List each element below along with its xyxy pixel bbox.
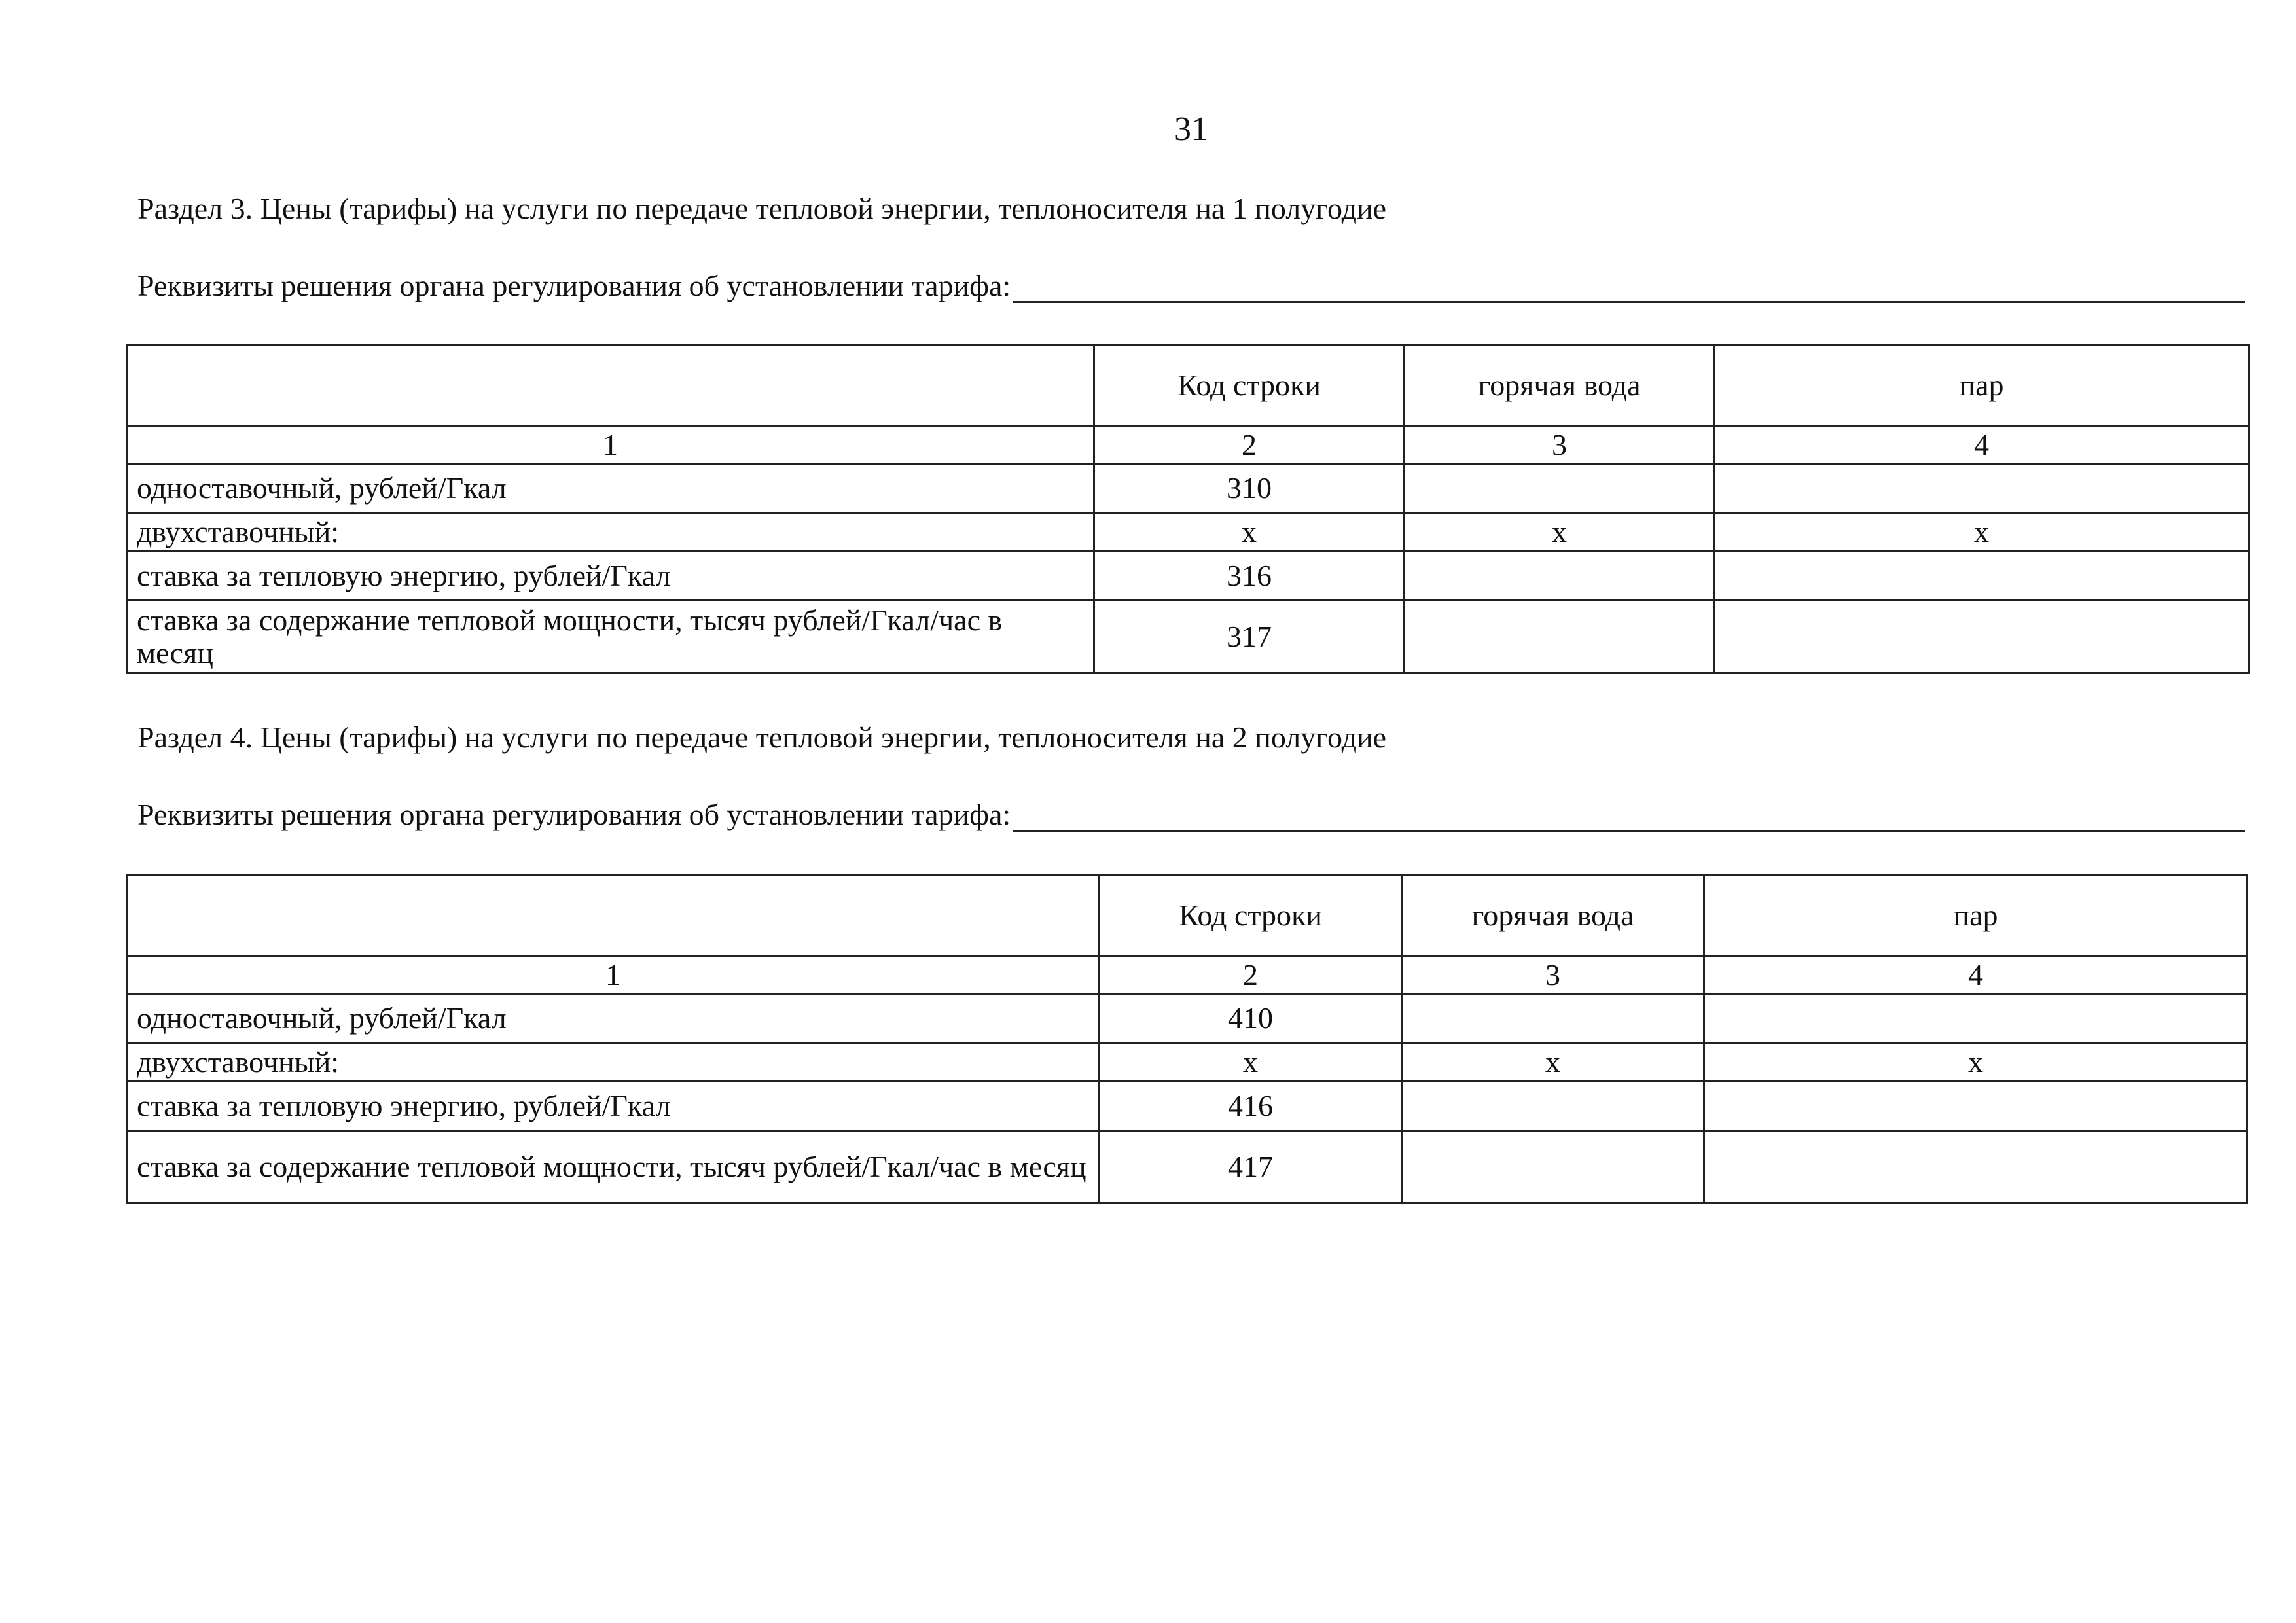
row-label-cell: ставка за тепловую энергию, рублей/Гкал: [127, 1082, 1100, 1131]
column-number-cell: 1: [127, 427, 1094, 464]
table-header-row: [127, 345, 2249, 427]
section-3-title: Раздел 3. Цены (тарифы) на услуги по передаче тепловой энергии, теплоносителя на 1 полугодие: [137, 192, 1387, 225]
column-number-row: [127, 427, 2249, 464]
row-label-cell: двухставочный:: [127, 513, 1094, 552]
column-number-cell: 2: [1094, 427, 1405, 464]
steam-value-cell: [1715, 601, 2249, 673]
hot-water-value-cell: [1402, 1082, 1704, 1131]
row-label-cell: одноставочный, рублей/Гкал: [127, 994, 1100, 1043]
hot-water-value-cell: х: [1405, 513, 1715, 552]
section-4-requisites: [137, 797, 2245, 832]
row-code-cell: 316: [1094, 552, 1405, 601]
section-3-requisites: [137, 268, 2245, 303]
row-code-cell: 317: [1094, 601, 1405, 673]
header-label-cell: [127, 345, 1094, 427]
column-number-cell: 2: [1100, 957, 1402, 994]
table-row: [127, 464, 2249, 513]
table-row: [127, 513, 2249, 552]
table-row: [127, 552, 2249, 601]
requisites-blank-line: [1013, 275, 2245, 303]
header-steam-cell: пар: [1704, 875, 2248, 957]
column-number-cell: 4: [1715, 427, 2249, 464]
header-hot-water-cell: горячая вода: [1405, 345, 1715, 427]
steam-value-cell: [1715, 552, 2249, 601]
row-label-cell: одноставочный, рублей/Гкал: [127, 464, 1094, 513]
requisites-label: Реквизиты решения органа регулирования об установлении тарифа:: [137, 269, 1011, 302]
column-number-cell: 3: [1402, 957, 1704, 994]
column-number-cell: 4: [1704, 957, 2248, 994]
row-code-cell: х: [1100, 1043, 1402, 1082]
table-header-row: [127, 875, 2248, 957]
steam-value-cell: х: [1715, 513, 2249, 552]
row-label-cell: ставка за содержание тепловой мощности, тысяч рублей/Гкал/час в месяц: [127, 601, 1094, 673]
hot-water-value-cell: х: [1402, 1043, 1704, 1082]
row-code-cell: 310: [1094, 464, 1405, 513]
section-4-tariff-table: [126, 874, 2248, 1204]
row-code-cell: 417: [1100, 1131, 1402, 1204]
column-number-row: [127, 957, 2248, 994]
row-label-cell: ставка за тепловую энергию, рублей/Гкал: [127, 552, 1094, 601]
row-code-cell: х: [1094, 513, 1405, 552]
header-code-cell: Код строки: [1100, 875, 1402, 957]
header-code-cell: Код строки: [1094, 345, 1405, 427]
header-label-cell: [127, 875, 1100, 957]
table-row: [127, 994, 2248, 1043]
hot-water-value-cell: [1405, 464, 1715, 513]
row-code-cell: 416: [1100, 1082, 1402, 1131]
steam-value-cell: [1704, 1082, 2248, 1131]
hot-water-value-cell: [1402, 1131, 1704, 1204]
table-row: [127, 601, 2249, 673]
row-label-cell: ставка за содержание тепловой мощности, тысяч рублей/Гкал/час в месяц: [127, 1131, 1100, 1204]
header-steam-cell: пар: [1715, 345, 2249, 427]
page-number: 31: [1174, 111, 1208, 148]
requisites-label: Реквизиты решения органа регулирования об установлении тарифа:: [137, 798, 1011, 831]
table-row: [127, 1131, 2248, 1204]
table-row: [127, 1082, 2248, 1131]
section-3-tariff-table: [126, 344, 2250, 674]
table-row: [127, 1043, 2248, 1082]
steam-value-cell: [1704, 1131, 2248, 1204]
column-number-cell: 1: [127, 957, 1100, 994]
column-number-cell: 3: [1405, 427, 1715, 464]
requisites-blank-line: [1013, 804, 2245, 832]
steam-value-cell: [1715, 464, 2249, 513]
header-hot-water-cell: горячая вода: [1402, 875, 1704, 957]
hot-water-value-cell: [1405, 552, 1715, 601]
section-4-title: Раздел 4. Цены (тарифы) на услуги по передаче тепловой энергии, теплоносителя на 2 полугодие: [137, 721, 1387, 754]
steam-value-cell: [1704, 994, 2248, 1043]
hot-water-value-cell: [1405, 601, 1715, 673]
row-label-cell: двухставочный:: [127, 1043, 1100, 1082]
steam-value-cell: х: [1704, 1043, 2248, 1082]
row-code-cell: 410: [1100, 994, 1402, 1043]
hot-water-value-cell: [1402, 994, 1704, 1043]
